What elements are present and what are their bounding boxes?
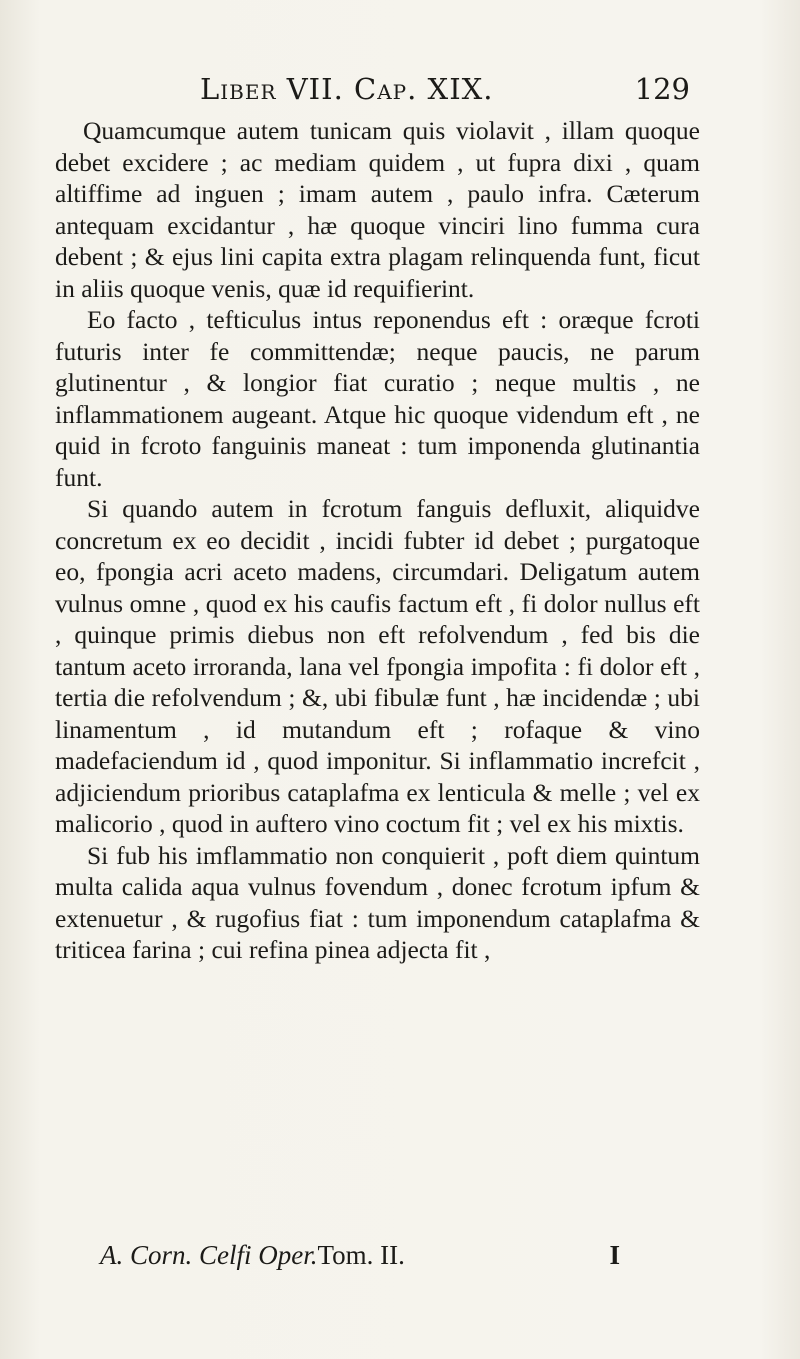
paragraph-4: Si fub his imflammatio non conquierit , poft diem quintum multa calida aqua vulnus fovendum , donec fcrotum ipfum & extenuetur , & rugofius fiat : tum imponendum cataplafma & triticea farina ; cui refina pinea adjecta fit , (55, 840, 700, 964)
footer-signature (100, 1240, 405, 1271)
footer-volume: Tom. II. (317, 1240, 405, 1270)
page-number: 129 (634, 72, 690, 106)
signature-mark: I (609, 1240, 620, 1270)
page-header (200, 72, 690, 112)
paragraph-1: Quamcumque autem tunicam quis violavit , illam quoque debet excidere ; ac mediam quidem , ut fupra dixi , quam altiffime ad inguen ; imam autem , paulo infra. Cæterum antequam excidantur , hæ quoque vinciri lino fumma cura debent ; & ejus lini capita extra plagam relinquenda funt, ficut in aliis quoque venis, quæ id requifierint. (55, 116, 700, 303)
running-head: Liber VII. Cap. XIX. (200, 72, 494, 106)
footer-author: A. Corn. Celfi Oper. (100, 1240, 318, 1270)
body-text (55, 115, 700, 966)
paragraph-2: Eo facto , tefticulus intus reponendus eft : oræque fcroti futuris inter fe committendæ; neque paucis, ne parum glutinentur , & longior fiat curatio ; neque multis , ne inflammationem augeant. Atque hic quoque videndum eft , ne quid in fcroto fanguinis maneat : tum imponenda glutinantia funt. (55, 305, 700, 492)
paragraph-3: Si quando autem in fcrotum fanguis defluxit, aliquidve concretum ex eo decidit , incidi fubter id debet ; purgatoque eo, fpongia acri aceto madens, circumdari. Deligatum autem vulnus omne , quod ex his caufis factum eft , fi dolor nullus eft , quinque primis diebus non eft refolvendum , fed bis die tantum aceto irroranda, lana vel fpongia impofita : fi dolor eft , tertia die refolvendum ; &, ubi fibulæ funt , hæ incidendæ ; ubi linamentum , id mutandum eft ; rofaque & vino madefaciendum id , quod imponitur. Si inflammatio increfcit , adjiciendum prioribus cataplafma ex lenticula & melle ; vel ex malicorio , quod in auftero vino coctum fit ; vel ex his mixtis. (55, 494, 700, 838)
page-footer (100, 1240, 620, 1280)
